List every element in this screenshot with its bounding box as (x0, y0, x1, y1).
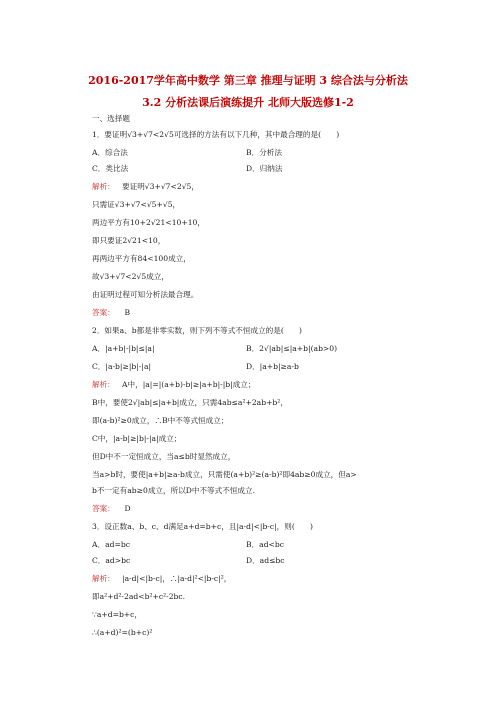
q3-option-d: D．ad≤bc (246, 556, 285, 565)
q1-answer-value: B (124, 308, 131, 317)
q1-analysis-text1: 要证明√3+√7<2√5， (122, 182, 199, 191)
q3-option-b: B．ad<bc (246, 540, 285, 549)
q1-analysis-line2: 只需证√3+√7<√5+√5， (92, 200, 181, 209)
q2-analysis-line5: 但D中不一定恒成立，当a≤b时显然成立， (92, 452, 236, 461)
q2-analysis-line6: 当a>b时，要使|a+b|≥a-b成立，只需使(a+b)²≥(a-b)²即4ab≥0成立，但a> (92, 470, 357, 479)
document-title-line2: 3.2 分析法课后演练提升 北师大版选修1-2 (142, 96, 354, 109)
section-heading: 一、选择题 (92, 114, 130, 123)
q2-analysis-line2: B中，要使2√|ab|≤|a+b|成立，只需4ab≤a²+2ab+b²， (92, 398, 288, 407)
q1-analysis-line7: 由证明过程可知分析法最合理。 (92, 290, 199, 299)
q3-stem: 3．设正数a、b、c、d满足a+d=b+c，且|a-d|<|b-c|，则( ) (92, 522, 313, 531)
q2-answer (92, 504, 131, 514)
q2-analysis-line1 (92, 380, 256, 390)
q1-stem-prefix: 1．要证明 (92, 130, 128, 139)
q1-option-a: A．综合法 (92, 148, 128, 157)
document-title-line1: 2016-2017学年高中数学 第三章 推理与证明 3 综合法与分析法 (88, 74, 408, 87)
q2-analysis-line4: C中，|a-b|≥|b|-|a|成立； (92, 434, 182, 443)
q2-answer-value: D (124, 504, 131, 513)
q1-analysis-line6: 故√3+√7<2√5成立， (92, 272, 169, 281)
q1-stem-expression: √3+√7<2√5 (127, 130, 174, 139)
q3-analysis-text1: |a-d|<|b-c|，∴|a-d|²<|b-c|²， (122, 574, 232, 583)
q1-stem (92, 130, 339, 140)
q3-analysis-line1 (92, 574, 231, 584)
q2-answer-label: 答案： (92, 504, 115, 513)
q2-analysis-line7: b不一定有ab≥0成立，所以D中不等式不恒成立. (92, 486, 256, 495)
q1-option-d: D．归纳法 (246, 164, 283, 173)
q1-analysis-line1 (92, 182, 199, 192)
q2-option-c: C．|a-b|≥|b|-|a| (92, 362, 152, 371)
q3-analysis-line3: ∵a+d=b+c， (92, 610, 143, 619)
q1-analysis-label: 解析： (92, 182, 115, 191)
q1-answer-label: 答案： (92, 308, 115, 317)
q2-analysis-text1: A中，|a|=|(a+b)-b|≥|a+b|-|b|成立； (122, 380, 256, 389)
q3-option-a: A．ad=bc (92, 540, 130, 549)
q1-stem-suffix: 可选择的方法有以下几种，其中最合理的是( ) (173, 130, 340, 139)
q3-analysis-label: 解析： (92, 574, 115, 583)
q2-option-a: A．|a+b|-|b|≤|a| (92, 344, 155, 353)
q3-analysis-line2: 即a²+d²-2ad<b²+c²-2bc. (92, 592, 186, 601)
q1-analysis-line4: 即只要证2√21<10， (92, 236, 166, 245)
q1-option-b: B．分析法 (246, 148, 282, 157)
q3-option-c: C．ad>bc (92, 556, 131, 565)
q2-option-d: D．|a+b|≥a-b (246, 362, 299, 371)
q2-analysis-line3: 即(a-b)²≥0成立，∴B中不等式恒成立； (92, 416, 229, 425)
q2-option-b: B．2√|ab|≤|a+b|(ab>0) (246, 344, 338, 353)
q2-stem: 2．如果a、b都是非零实数，则下列不等式不恒成立的是( ) (92, 326, 302, 335)
q1-analysis-line5: 再两边平方有84<100成立， (92, 254, 191, 263)
q3-analysis-line4: ∴(a+d)²=(b+c)² (92, 628, 153, 637)
q2-analysis-label: 解析： (92, 380, 115, 389)
q1-analysis-line3: 两边平方有10+2√21<10+10， (92, 218, 205, 227)
q1-answer (92, 308, 130, 318)
q1-option-c: C．类比法 (92, 164, 129, 173)
